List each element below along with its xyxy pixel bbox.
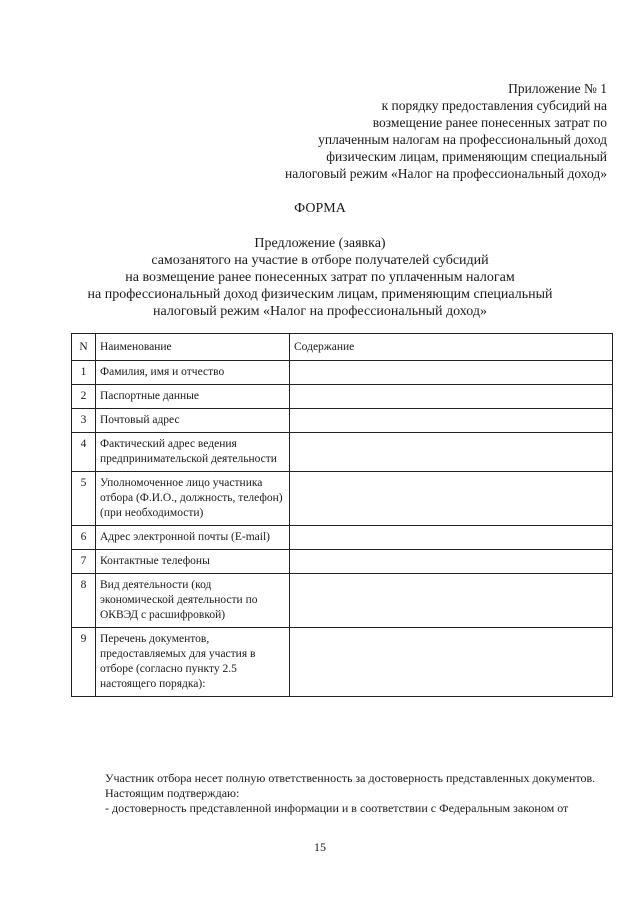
note-paragraph: Участник отбора несет полную ответственность за достоверность представленных документов. (105, 771, 596, 785)
document-title (0, 235, 640, 320)
column-header-content: Содержание (290, 334, 613, 361)
appendix-line: возмещение ранее понесенных затрат по (372, 115, 607, 130)
table-row (72, 472, 613, 526)
appendix-line: уплаченным налогам на профессиональный доход (318, 132, 607, 147)
row-content-cell (290, 472, 613, 526)
row-number-cell: 4 (72, 433, 96, 472)
table-row (72, 526, 613, 550)
table-body (72, 361, 613, 697)
row-name-cell: Фактический адрес ведения предпринимательской деятельности (96, 433, 290, 472)
application-table (71, 333, 613, 697)
title-line: Предложение (заявка) (254, 236, 386, 251)
row-content-cell (290, 361, 613, 385)
row-content-cell (290, 550, 613, 574)
title-line: на профессиональный доход физическим лицам, применяющим специальный (87, 287, 553, 302)
row-content-cell (290, 409, 613, 433)
table-row (72, 409, 613, 433)
note-paragraph: Настоящим подтверждаю: (105, 786, 240, 800)
page-number: 15 (314, 840, 326, 854)
row-number-cell: 2 (72, 385, 96, 409)
row-name-cell: Паспортные данные (96, 385, 290, 409)
table-row (72, 550, 613, 574)
appendix-line: к порядку предоставления субсидий на (381, 98, 607, 113)
title-line: на возмещение ранее понесенных затрат по уплаченным налогам (125, 270, 515, 285)
row-name-cell: Перечень документов, предоставляемых для участия в отборе (согласно пункту 2.5 настоящего порядка): (96, 628, 290, 697)
row-content-cell (290, 385, 613, 409)
row-name-cell: Уполномоченное лицо участника отбора (Ф.И.О., должность, телефон) (при необходимости) (96, 472, 290, 526)
row-name-cell: Вид деятельности (код экономической деятельности по ОКВЭД с расшифровкой) (96, 574, 290, 628)
notes-section (71, 771, 613, 816)
table-row (72, 628, 613, 697)
row-name-cell: Адрес электронной почты (E-mail) (96, 526, 290, 550)
table-row (72, 433, 613, 472)
row-content-cell (290, 628, 613, 697)
form-label: ФОРМА (294, 201, 346, 216)
row-number-cell: 8 (72, 574, 96, 628)
table-row (72, 385, 613, 409)
row-content-cell (290, 526, 613, 550)
appendix-header (285, 80, 607, 182)
appendix-line: Приложение № 1 (508, 81, 607, 96)
title-line: налоговый режим «Налог на профессиональный доход» (153, 304, 487, 319)
appendix-line: физическим лицам, применяющим специальный (326, 149, 607, 164)
table-row (72, 574, 613, 628)
title-line: самозанятого на участие в отборе получателей субсидий (151, 253, 489, 268)
appendix-line: налоговый режим «Налог на профессиональный доход» (284, 166, 607, 181)
note-paragraph: - достоверность представленной информации и в соответствии с Федеральным законом от (105, 801, 569, 815)
row-number-cell: 9 (72, 628, 96, 697)
row-content-cell (290, 574, 613, 628)
row-number-cell: 7 (72, 550, 96, 574)
table-row (72, 361, 613, 385)
column-header-name: Наименование (96, 334, 290, 361)
row-name-cell: Фамилия, имя и отчество (96, 361, 290, 385)
row-number-cell: 6 (72, 526, 96, 550)
row-number-cell: 1 (72, 361, 96, 385)
row-name-cell: Почтовый адрес (96, 409, 290, 433)
column-header-number: N (72, 334, 96, 361)
row-name-cell: Контактные телефоны (96, 550, 290, 574)
row-number-cell: 5 (72, 472, 96, 526)
table-header-row (72, 334, 613, 361)
row-number-cell: 3 (72, 409, 96, 433)
row-content-cell (290, 433, 613, 472)
